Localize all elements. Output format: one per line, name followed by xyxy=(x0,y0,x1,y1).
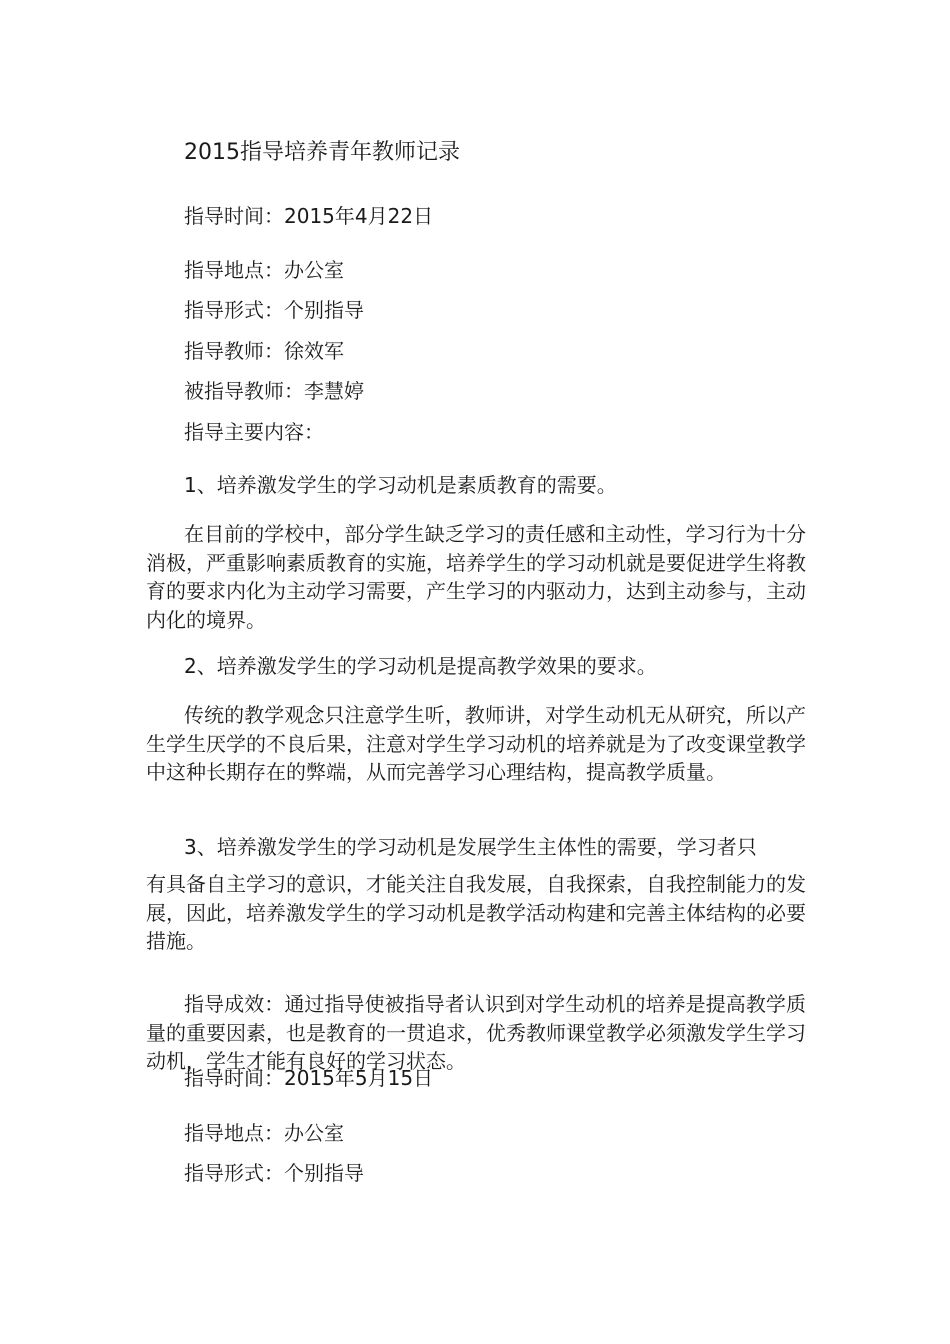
point1-body: 在目前的学校中，部分学生缺乏学习的责任感和主动性，学习行为十分消极，严重影响素质教育的实施，培养学生的学习动机就是要促进学生将教育的要求内化为主动学习需要，产生学习的内驱动力，达到主动参与，主动内化的境界。 xyxy=(146,522,806,632)
record1-time: 指导时间：2015年4月22日 xyxy=(184,204,434,228)
point3-body: 有具备自主学习的意识，才能关注自我发展，自我探索，自我控制能力的发展，因此，培养激发学生的学习动机是教学活动构建和完善主体结构的必要措施。 xyxy=(146,872,806,953)
point2-heading: 2、培养激发学生的学习动机是提高教学效果的要求。 xyxy=(184,654,657,678)
point1-heading: 1、培养激发学生的学习动机是素质教育的需要。 xyxy=(184,473,617,497)
record1-form: 指导形式：个别指导 xyxy=(184,298,364,322)
record1-teacher: 指导教师：徐效军 xyxy=(184,339,344,363)
record1-content-label: 指导主要内容： xyxy=(184,420,324,444)
record1-mentee: 被指导教师：李慧婷 xyxy=(184,379,364,403)
record2-place: 指导地点：办公室 xyxy=(184,1121,344,1145)
record1-place: 指导地点：办公室 xyxy=(184,258,344,282)
guidance-effect: 指导成效：通过指导使被指导者认识到对学生动机的培养是提高教学质量的重要因素，也是教育的一贯追求，优秀教师课堂教学必须激发学生学习动机，学生才能有良好的学习状态。 xyxy=(146,992,806,1073)
document-title: 2015指导培养青年教师记录 xyxy=(184,140,460,165)
point3-heading: 3、培养激发学生的学习动机是发展学生主体性的需要，学习者只 xyxy=(184,835,757,859)
record2-time: 指导时间：2015年5月15日 xyxy=(184,1066,434,1090)
point2-body: 传统的教学观念只注意学生听，教师讲，对学生动机无从研究，所以产生学生厌学的不良后果，注意对学生学习动机的培养就是为了改变课堂教学中这种长期存在的弊端，从而完善学习心理结构，提高教学质量。 xyxy=(146,703,806,784)
record2-form: 指导形式：个别指导 xyxy=(184,1161,364,1185)
